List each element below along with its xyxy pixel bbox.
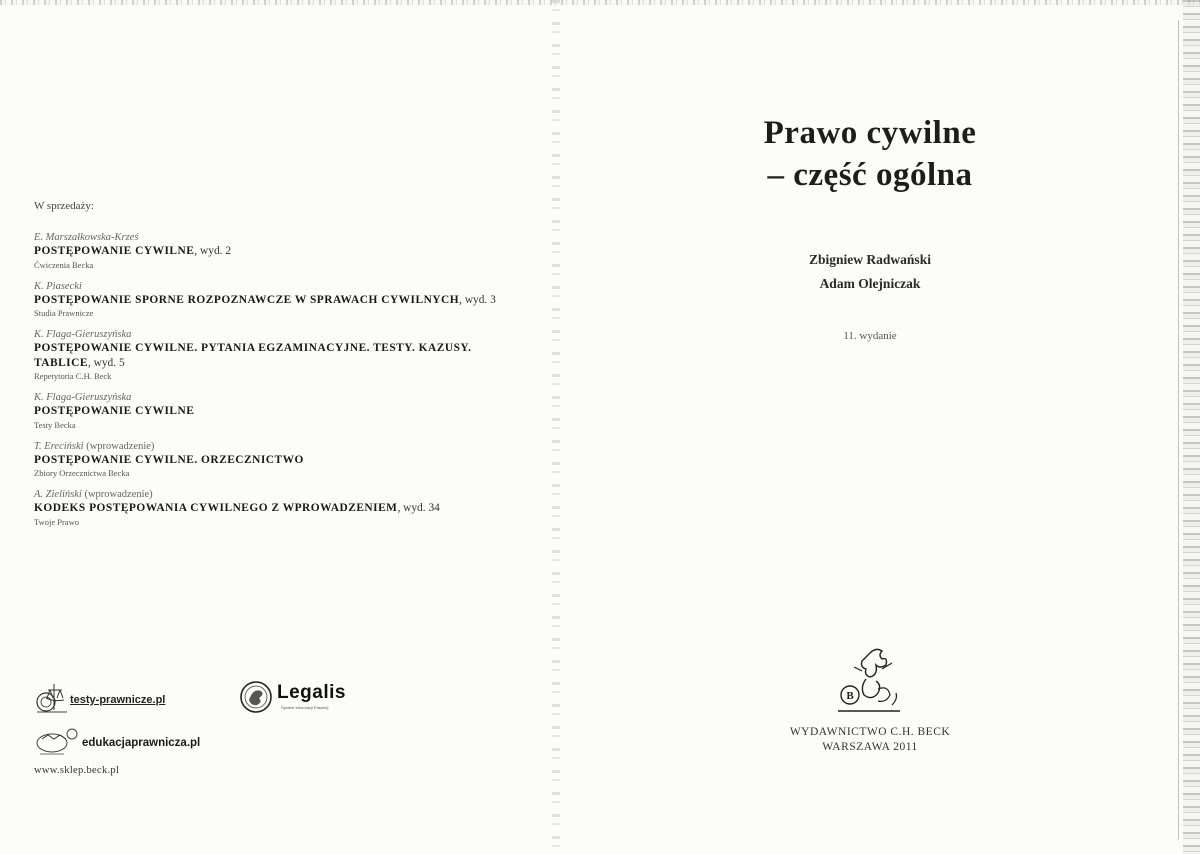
- book-series: Testy Becka: [34, 419, 76, 430]
- legalis-text: Legalis: [277, 682, 346, 703]
- eagle-icon: [34, 727, 80, 761]
- book-author: K. Flaga-Gieruszyńska: [34, 329, 132, 340]
- publisher-info: [690, 725, 1050, 755]
- book-entry: [34, 440, 514, 480]
- legalis-tagline: System Informacji Prawnej: [281, 705, 329, 710]
- book-series: Ćwiczenia Becka: [34, 259, 94, 270]
- book-title: POSTĘPOWANIE CYWILNE. ORZECZNICTWO: [34, 453, 304, 466]
- book-author: E. Marszałkowska-Krześ: [34, 232, 139, 243]
- book-entry: [34, 391, 514, 431]
- left-page: [34, 200, 514, 537]
- publisher-name: WYDAWNICTWO C.H. BECK: [789, 726, 951, 738]
- author-2: Adam Olejniczak: [819, 276, 921, 291]
- testy-prawnicze-text: testy-prawnicze.pl: [70, 694, 166, 706]
- book-series: Twoje Prawo: [34, 516, 79, 527]
- svg-text:B: B: [846, 690, 854, 702]
- edition-label: 11. wydanie: [843, 330, 897, 342]
- book-series: Zbiory Orzecznictwa Becka: [34, 468, 130, 478]
- legalis-logo[interactable]: [239, 680, 389, 716]
- scan-edge-right: [1183, 0, 1200, 854]
- book-authors: [670, 248, 1070, 296]
- book-series: Studia Prawnicze: [34, 308, 94, 318]
- book-author: T. Ereciński (wprowadzenie): [34, 440, 155, 452]
- shop-url[interactable]: www.sklep.beck.pl: [34, 765, 120, 776]
- page-gutter: [552, 0, 560, 854]
- author-1: Zbigniew Radwański: [809, 252, 931, 267]
- book-title: POSTĘPOWANIE CYWILNE. PYTANIA EGZAMINACYJNE. TESTY. KAZUSY. TABLICE, wyd. 5: [34, 342, 472, 369]
- title-line-1: Prawo cywilne: [763, 115, 977, 151]
- book-series: Repetytoria C.H. Beck: [34, 371, 112, 381]
- book-author: A. Zieliński (wprowadzenie): [34, 489, 153, 500]
- book-author: K. Piasecki: [34, 280, 82, 292]
- on-sale-heading: W sprzedaży:: [34, 200, 94, 212]
- right-page: [600, 0, 1140, 854]
- book-title: POSTĘPOWANIE SPORNE ROZPOZNAWCZE W SPRAWACH CYWILNYCH, wyd. 3: [34, 293, 496, 306]
- scan-edge-line: [1178, 20, 1179, 840]
- edukacja-prawnicza-logo[interactable]: [34, 727, 264, 761]
- scales-icon: [34, 680, 70, 716]
- book-entry: [34, 328, 514, 382]
- book-entry: [34, 280, 514, 320]
- testy-prawnicze-logo[interactable]: [34, 680, 209, 716]
- edukacja-prawnicza-text: edukacjaprawnicza.pl: [82, 737, 201, 749]
- beck-griffin-icon: [826, 645, 912, 719]
- book-title: POSTĘPOWANIE CYWILNE, wyd. 2: [34, 245, 232, 257]
- title-line-2: – część ogólna: [767, 157, 973, 193]
- book-entry: [34, 231, 514, 271]
- book-title: KODEKS POSTĘPOWANIA CYWILNEGO Z WPROWADZENIEM, wyd. 34: [34, 502, 440, 514]
- book-entry: [34, 488, 514, 528]
- book-author: K. Flaga-Gieruszyńska: [34, 392, 132, 403]
- publisher-city-year: WARSZAWA 2011: [822, 741, 918, 753]
- book-title: POSTĘPOWANIE CYWILNE: [34, 405, 195, 417]
- legalis-emblem-icon: [239, 680, 273, 714]
- book-main-title: [650, 112, 1090, 196]
